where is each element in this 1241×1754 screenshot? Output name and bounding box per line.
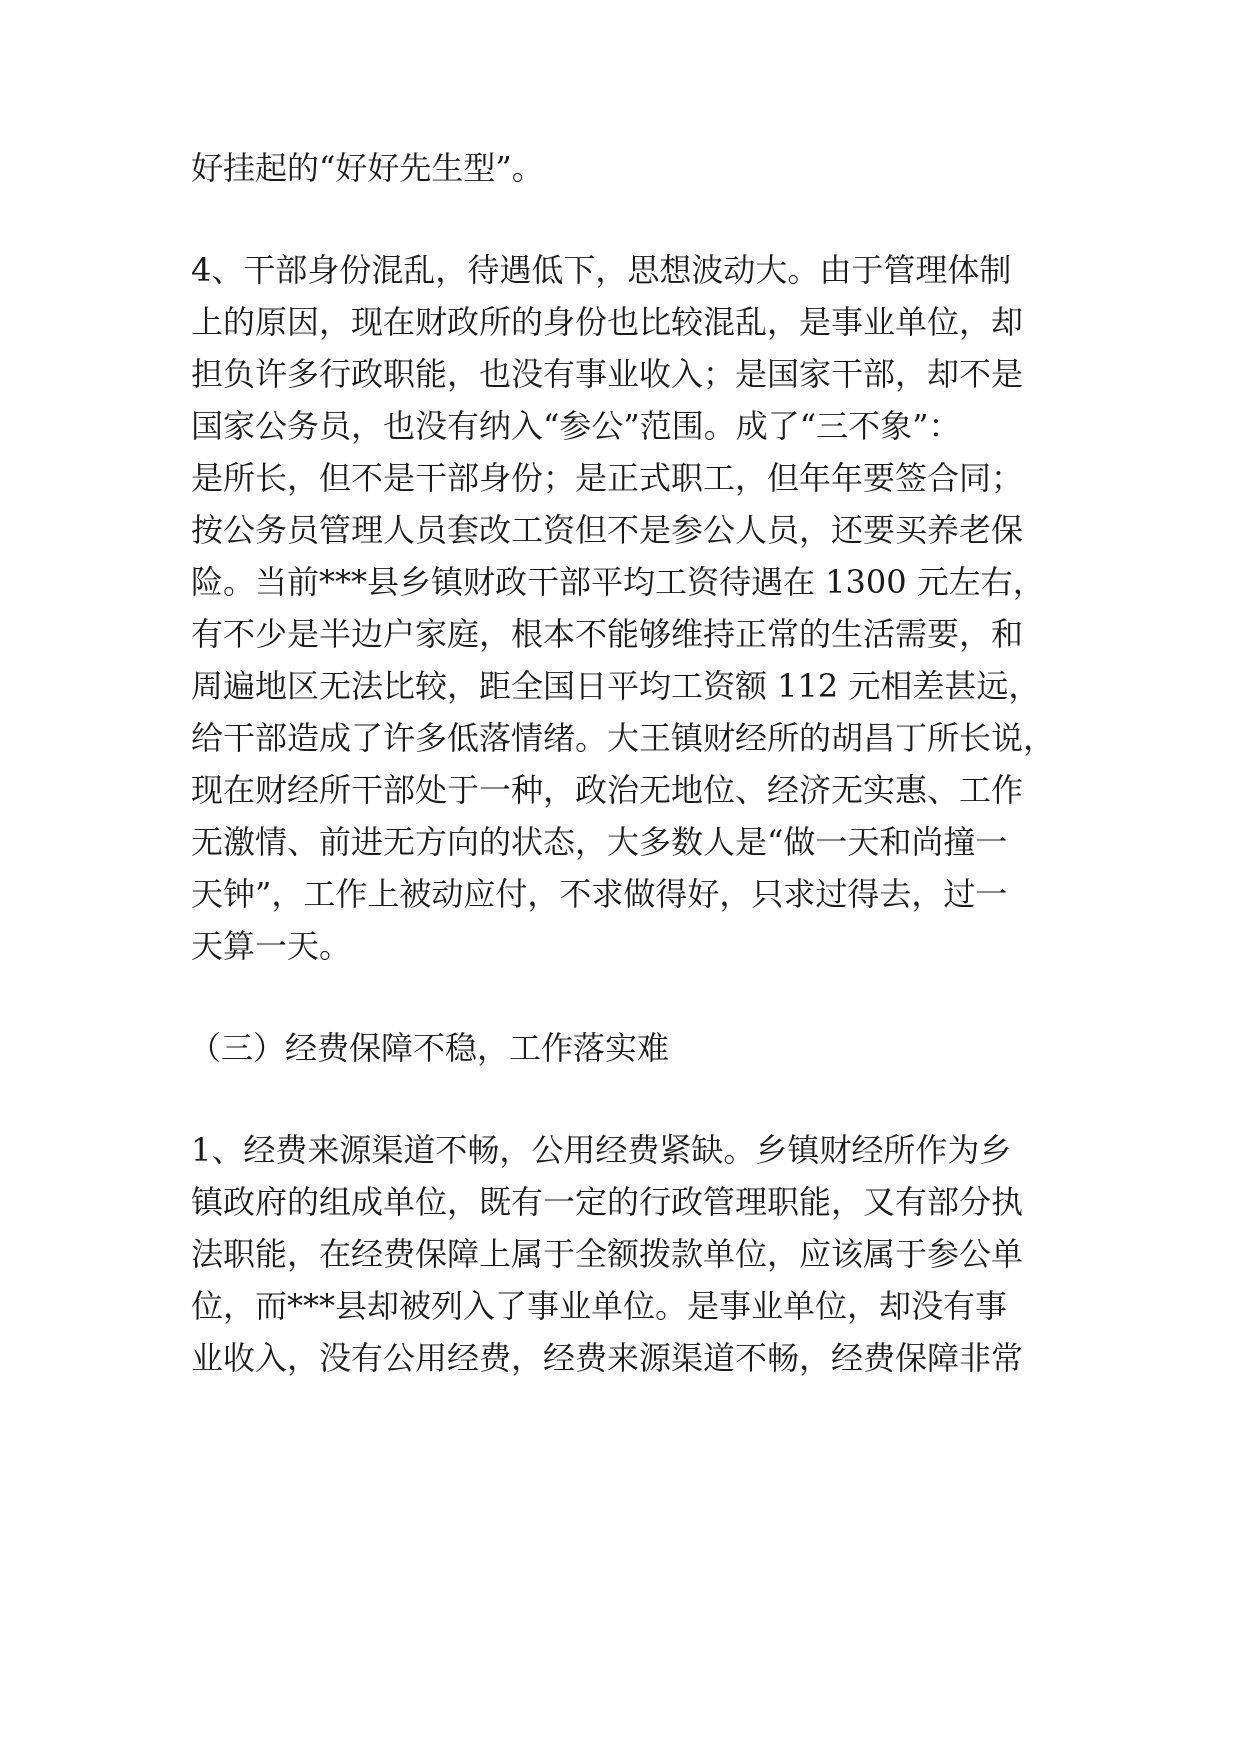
paragraph-line: 位，而***县却被列入了事业单位。是事业单位，却没有事: [191, 1287, 1008, 1325]
paragraph-line: 法职能，在经费保障上属于全额拨款单位，应该属于参公单: [191, 1235, 1024, 1273]
paragraph-line: 现在财经所干部处于一种，政治无地位、经济无实惠、工作: [191, 771, 1024, 809]
paragraph-line: 给干部造成了许多低落情绪。大王镇财经所的胡昌丁所长说，: [191, 719, 1056, 757]
section-heading: （三）经费保障不稳，工作落实难: [189, 1029, 670, 1067]
paragraph-line: 有不少是半边户家庭，根本不能够维持正常的生活需要，和: [191, 615, 1024, 653]
paragraph-line: 天钟”，工作上被动应付，不求做得好，只求过得去，过一: [191, 875, 1008, 913]
paragraph-line: 4、干部身份混乱，待遇低下，思想波动大。由于管理体制: [191, 251, 1012, 289]
paragraph-line: 周遍地区无法比较，距全国日平均工资额 112 元相差甚远，: [191, 667, 1041, 705]
paragraph-line: 天算一天。: [191, 927, 352, 965]
paragraph-line: 镇政府的组成单位，既有一定的行政管理职能，又有部分执: [191, 1183, 1024, 1221]
paragraph-line: 是所长，但不是干部身份；是正式职工，但年年要签合同；: [191, 459, 1024, 497]
paragraph-line: 业收入，没有公用经费，经费来源渠道不畅，经费保障非常: [191, 1339, 1024, 1377]
paragraph-line: 按公务员管理人员套改工资但不是参公人员，还要买养老保: [191, 511, 1024, 549]
paragraph-line: 担负许多行政职能，也没有事业收入；是国家干部，却不是: [191, 355, 1024, 393]
paragraph-line: 上的原因，现在财政所的身份也比较混乱，是事业单位，却: [191, 303, 1024, 341]
paragraph-line: 无激情、前进无方向的状态，大多数人是“做一天和尚撞一: [191, 823, 1008, 861]
paragraph-line: 1、经费来源渠道不畅，公用经费紧缺。乡镇财经所作为乡: [191, 1131, 1012, 1169]
intro-line: 好挂起的“好好先生型”。: [191, 149, 544, 187]
paragraph-line: 国家公务员，也没有纳入“参公”范围。成了“三不象”：: [191, 407, 961, 445]
paragraph-line: 险。当前***县乡镇财政干部平均工资待遇在 1300 元左右，: [191, 563, 1045, 601]
